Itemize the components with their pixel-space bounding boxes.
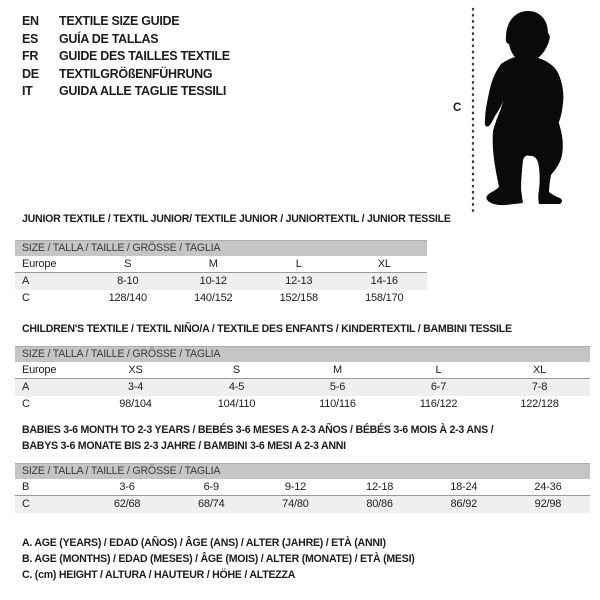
table-cell: S xyxy=(232,363,241,376)
table-cell: 122/128 xyxy=(520,398,559,410)
table-cell: 74/80 xyxy=(282,498,309,510)
table-cell: 158/170 xyxy=(365,292,404,304)
size-header-bar: SIZE / TALLA / TAILLE / GRÖSSE / TAGLIA xyxy=(15,346,590,362)
children-section-title: CHILDREN'S TEXTILE / TEXTIL NIÑO/A / TEXTILE DES ENFANTS / KINDERTEXTIL / BAMBINI TESSILE xyxy=(22,323,512,335)
junior-section-title: JUNIOR TEXTILE / TEXTIL JUNIOR/ TEXTILE JUNIOR / JUNIORTEXTIL / JUNIOR TESSILE xyxy=(22,213,451,225)
table-cell: 116/122 xyxy=(419,398,458,410)
row-label: A xyxy=(22,381,30,393)
language-code: DE xyxy=(22,66,39,81)
table-row xyxy=(15,256,427,273)
footnote-height-cm: C. (cm) HEIGHT / ALTURA / HAUTEUR / HÖHE / ALTEZZA xyxy=(22,568,296,581)
table-cell: L xyxy=(295,257,302,270)
row-label: C xyxy=(22,292,30,304)
table-row xyxy=(15,379,590,396)
table-cell: L xyxy=(435,363,442,376)
table-cell: 8-10 xyxy=(117,275,139,287)
table-cell: XS xyxy=(128,363,143,376)
table-row xyxy=(15,496,590,513)
size-header-bar: SIZE / TALLA / TAILLE / GRÖSSE / TAGLIA xyxy=(15,240,427,256)
babies-size-table xyxy=(15,463,590,513)
table-cell: 12-13 xyxy=(285,275,313,287)
language-row-fr xyxy=(22,48,230,66)
table-cell: 110/116 xyxy=(319,398,356,410)
guide-title-en: TEXTILE SIZE GUIDE xyxy=(59,14,180,28)
table-cell: 3-4 xyxy=(127,381,144,393)
table-cell: 6-7 xyxy=(430,381,447,393)
table-row xyxy=(15,362,590,379)
table-cell: 4-5 xyxy=(228,381,245,393)
table-cell: 128/140 xyxy=(108,292,147,304)
language-code: EN xyxy=(22,14,39,28)
language-row-en xyxy=(22,13,230,31)
table-cell: M xyxy=(333,363,342,376)
table-cell: 92/98 xyxy=(534,498,562,510)
size-header-bar: SIZE / TALLA / TAILLE / GRÖSSE / TAGLIA xyxy=(15,463,590,479)
table-cell: 7-8 xyxy=(531,381,548,393)
guide-title-es: GUÍA DE TALLAS xyxy=(59,31,159,46)
table-cell: 152/158 xyxy=(279,292,318,304)
baby-silhouette-icon xyxy=(440,6,592,214)
language-code: ES xyxy=(22,31,39,46)
language-row-de xyxy=(22,66,230,84)
footnote-age-years: A. AGE (YEARS) / EDAD (AÑOS) / ÂGE (ANS) / ALTER (JAHRE) / ETÀ (ANNI) xyxy=(22,537,386,549)
table-cell: XL xyxy=(532,363,547,376)
height-dimension-label: C xyxy=(453,102,462,114)
babies-section-title-line1: BABIES 3-6 MONTH TO 2-3 YEARS / BEBÉS 3-6 MESES A 2-3 AÑOS / BÉBÉS 3-6 MOIS À 2-3 ANS / xyxy=(22,424,494,436)
guide-title-it: GUIDA ALLE TAGLIE TESSILI xyxy=(59,84,227,99)
table-cell: 104/110 xyxy=(217,398,256,410)
row-label: B xyxy=(22,480,30,493)
legend-footnotes xyxy=(22,536,415,584)
language-row-it xyxy=(22,83,230,101)
table-cell: 14-16 xyxy=(370,275,398,287)
table-cell: 98/104 xyxy=(119,398,152,410)
guide-title-fr: GUIDE DES TAILLES TEXTILE xyxy=(59,49,230,64)
language-row-es xyxy=(22,31,230,49)
footnote-age-months: B. AGE (MONTHS) / EDAD (MESES) / ÂGE (MOIS) / ALTER (MONATE) / ETÀ (MESI) xyxy=(22,552,415,565)
table-cell: M xyxy=(208,257,218,270)
babies-section-title-line2: BABYS 3-6 MONATE BIS 2-3 JAHRE / BAMBINI 3-6 MESI A 2-3 ANNI xyxy=(22,440,346,452)
language-code: IT xyxy=(22,84,33,99)
junior-size-table xyxy=(15,240,427,307)
row-label: C xyxy=(22,398,30,410)
table-cell: 80/86 xyxy=(366,498,393,510)
table-cell: 3-6 xyxy=(119,480,135,493)
table-cell: XL xyxy=(377,257,391,270)
table-cell: 140/152 xyxy=(194,292,233,304)
baby-height-figure xyxy=(440,6,592,214)
table-cell: 68/74 xyxy=(197,498,225,510)
table-cell: 18-24 xyxy=(450,480,478,493)
table-row xyxy=(15,479,590,496)
table-cell: 86/92 xyxy=(450,498,478,510)
row-label: A xyxy=(22,275,30,287)
table-cell: S xyxy=(124,257,132,270)
table-row xyxy=(15,273,427,290)
children-size-table xyxy=(15,346,590,413)
row-label: C xyxy=(22,498,30,510)
table-cell: 12-18 xyxy=(366,480,394,493)
language-title-list xyxy=(22,13,230,101)
table-cell: 62/68 xyxy=(113,498,141,510)
table-cell: 5-6 xyxy=(329,381,346,393)
table-cell: 10-12 xyxy=(199,275,227,287)
guide-title-de: TEXTILGRÖßENFÜHRUNG xyxy=(59,66,213,81)
table-cell: 9-12 xyxy=(284,480,307,493)
table-row xyxy=(15,396,590,413)
language-code: FR xyxy=(22,49,39,64)
table-cell: 24-36 xyxy=(534,480,562,493)
table-cell: 6-9 xyxy=(203,480,219,493)
row-label: Europe xyxy=(22,363,57,376)
row-label: Europe xyxy=(22,257,57,270)
table-row xyxy=(15,290,427,307)
